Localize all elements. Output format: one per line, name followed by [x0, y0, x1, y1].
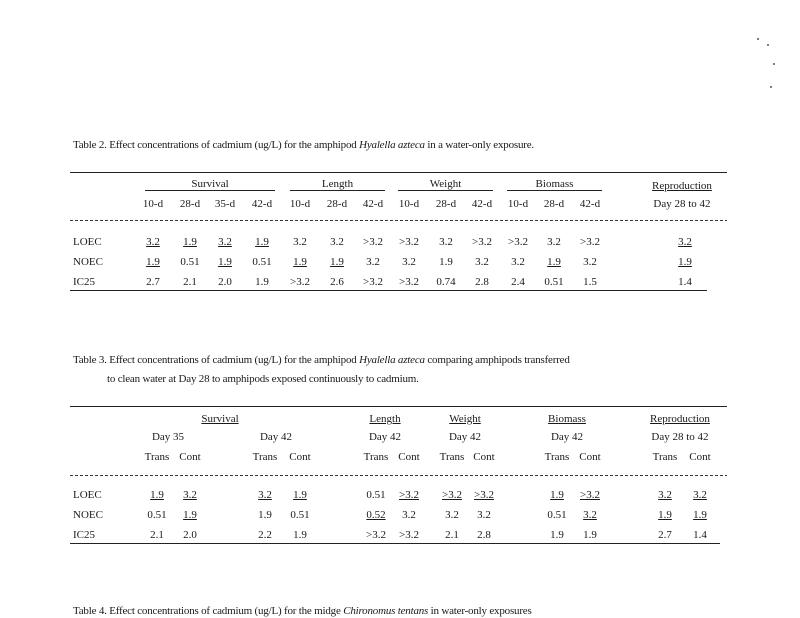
- table-2-header-rule: [70, 220, 727, 221]
- table-3-col-header: Cont: [579, 451, 601, 463]
- table-3-cell: 1.9: [658, 509, 672, 521]
- table-2-cell: 3.2: [330, 236, 344, 248]
- table-2-cell: >3.2: [399, 236, 419, 248]
- table-2-cell: >3.2: [399, 276, 419, 288]
- table-2-group-survival: Survival: [145, 178, 275, 191]
- table-2-group-weight: Weight: [398, 178, 493, 191]
- table-3-cell: 1.9: [293, 489, 307, 501]
- table-2-col-header: 28-d: [543, 198, 565, 210]
- table-2-cell: 1.9: [330, 256, 344, 268]
- table-2-cell: 3.2: [583, 256, 597, 268]
- table-3-cell: 2.1: [445, 529, 459, 541]
- table-3-cell: 3.2: [658, 489, 672, 501]
- table-3-cell: 2.7: [658, 529, 672, 541]
- table-3-cell: 3.2: [445, 509, 459, 521]
- table-3-col-header: Trans: [544, 451, 570, 463]
- table-2-cell: 3.2: [293, 236, 307, 248]
- table-2-col-header: 28-d: [326, 198, 348, 210]
- table-2-cell: 2.0: [218, 276, 232, 288]
- scan-speck: [767, 44, 769, 46]
- table-2-reproduction-sub: Day 28 to 42: [653, 198, 711, 210]
- table-3-cell: >3.2: [366, 529, 386, 541]
- table-2-cell: 3.2: [547, 236, 561, 248]
- scan-speck: [757, 38, 759, 40]
- table-3-cell: >3.2: [442, 489, 462, 501]
- table-3-cell: 0.51: [290, 509, 310, 521]
- table-3-cell: 2.8: [477, 529, 491, 541]
- table-3-group-length: Length: [369, 413, 401, 425]
- table-4-caption: Table 4. Effect concentrations of cadmium (ug/L) for the midge Chironomus tentans in water-only exposures: [73, 605, 532, 617]
- table-3-row-label-loec: LOEC: [73, 489, 102, 501]
- table-2-cell: 2.6: [330, 276, 344, 288]
- table-2-col-header: 42-d: [362, 198, 384, 210]
- table-2-cell: 3.2: [439, 236, 453, 248]
- table-3-col-header: Trans: [252, 451, 278, 463]
- table-3-caption-line-2: to clean water at Day 28 to amphipods exposed continuously to cadmium.: [107, 373, 419, 385]
- table-3-row-label-noec: NOEC: [73, 509, 103, 521]
- table-2-col-header: 42-d: [471, 198, 493, 210]
- table-2-cell: 1.4: [678, 276, 692, 288]
- table-2-cell: 1.9: [183, 236, 197, 248]
- table-3-col-header: Trans: [439, 451, 465, 463]
- table-2-cell: 2.1: [183, 276, 197, 288]
- table-3-cell: 3.2: [258, 489, 272, 501]
- table-3-day-header: Day 35: [151, 431, 185, 443]
- table-3-bottom-rule: [70, 543, 720, 544]
- table-2-row-label-ic25: IC25: [73, 276, 95, 288]
- table-2-cell: 1.5: [583, 276, 597, 288]
- table-3-cell: 2.1: [150, 529, 164, 541]
- table-3-cell: 1.9: [583, 529, 597, 541]
- table-3-cell: 3.2: [183, 489, 197, 501]
- table-2-col-header: 10-d: [507, 198, 529, 210]
- table-3-day-header: Day 28 to 42: [651, 431, 709, 443]
- table-2-cell: 3.2: [366, 256, 380, 268]
- table-3-group-weight: Weight: [449, 413, 481, 425]
- table-3-cell: 1.9: [258, 509, 272, 521]
- table-2-col-header: 10-d: [289, 198, 311, 210]
- table-2-row-label-noec: NOEC: [73, 256, 103, 268]
- table-3-cell: >3.2: [399, 489, 419, 501]
- scan-speck: [773, 63, 775, 65]
- table-3-cell: 0.51: [547, 509, 567, 521]
- table-2-col-header: 10-d: [142, 198, 164, 210]
- table-3-day-header: Day 42: [550, 431, 584, 443]
- table-2-cell: 2.4: [511, 276, 525, 288]
- table-2-cell: >3.2: [580, 236, 600, 248]
- table-2-cell: 1.9: [218, 256, 232, 268]
- table-2-cell: 0.51: [180, 256, 200, 268]
- table-3-day-header: Day 42: [259, 431, 293, 443]
- table-3-col-header: Cont: [289, 451, 311, 463]
- table-3-cell: 0.51: [147, 509, 167, 521]
- table-3-top-rule: [70, 406, 727, 407]
- table-3-cell: >3.2: [580, 489, 600, 501]
- table-2-cell: 3.2: [678, 236, 692, 248]
- table-2-cell: 1.9: [255, 276, 269, 288]
- table-2-col-header: 28-d: [179, 198, 201, 210]
- table-3-col-header: Cont: [179, 451, 201, 463]
- table-3-cell: >3.2: [399, 529, 419, 541]
- table-2-col-header: 42-d: [251, 198, 273, 210]
- table-3-cell: 1.4: [693, 529, 707, 541]
- table-3-row-label-ic25: IC25: [73, 529, 95, 541]
- table-3-cell: 1.9: [183, 509, 197, 521]
- table-2-cell: 1.9: [255, 236, 269, 248]
- table-3-cell: 0.52: [366, 509, 386, 521]
- table-2-cell: 3.2: [511, 256, 525, 268]
- table-3-cell: 2.0: [183, 529, 197, 541]
- table-2-cell: 0.74: [436, 276, 456, 288]
- table-2-cell: >3.2: [363, 236, 383, 248]
- table-3-cell: 1.9: [550, 529, 564, 541]
- scan-speck: [770, 86, 772, 88]
- table-3-caption-line-1: Table 3. Effect concentrations of cadmium (ug/L) for the amphipod Hyalella azteca comparing amphipods transferred: [73, 354, 570, 366]
- table-3-col-header: Cont: [473, 451, 495, 463]
- table-3-day-header: Day 42: [368, 431, 402, 443]
- table-2-bottom-rule: [70, 290, 707, 291]
- table-2-col-header: 28-d: [435, 198, 457, 210]
- table-2-cell: >3.2: [508, 236, 528, 248]
- table-2-group-length: Length: [290, 178, 385, 191]
- table-2-row-label-loec: LOEC: [73, 236, 102, 248]
- table-2-cell: 3.2: [402, 256, 416, 268]
- table-2-cell: 0.51: [252, 256, 272, 268]
- table-2-cell: 1.9: [547, 256, 561, 268]
- table-3-group-biomass: Biomass: [548, 413, 586, 425]
- table-2-cell: 1.9: [146, 256, 160, 268]
- table-2-group-reproduction: Reproduction: [652, 180, 712, 192]
- table-2-cell: 3.2: [218, 236, 232, 248]
- table-2-cell: 3.2: [475, 256, 489, 268]
- table-3-group-reproduction: Reproduction: [650, 413, 710, 425]
- table-2-cell: 0.51: [544, 276, 564, 288]
- table-2-col-header: 10-d: [398, 198, 420, 210]
- table-2-col-header: 42-d: [579, 198, 601, 210]
- table-3-cell: 3.2: [402, 509, 416, 521]
- table-2-cell: 1.9: [293, 256, 307, 268]
- table-3-cell: 3.2: [583, 509, 597, 521]
- table-2-cell: 3.2: [146, 236, 160, 248]
- table-2-group-biomass: Biomass: [507, 178, 602, 191]
- table-2-cell: 2.7: [146, 276, 160, 288]
- table-2-cell: 1.9: [439, 256, 453, 268]
- table-3-cell: >3.2: [474, 489, 494, 501]
- table-2-cell: >3.2: [290, 276, 310, 288]
- table-3-cell: 3.2: [693, 489, 707, 501]
- table-2-cell: >3.2: [363, 276, 383, 288]
- table-3-col-header: Cont: [398, 451, 420, 463]
- table-2-caption: Table 2. Effect concentrations of cadmium (ug/L) for the amphipod Hyalella azteca in a water-only exposure.: [73, 139, 534, 151]
- table-2-top-rule: [70, 172, 727, 173]
- table-3-col-header: Cont: [689, 451, 711, 463]
- table-3-day-header: Day 42: [448, 431, 482, 443]
- table-3-header-rule: [70, 475, 727, 476]
- table-3-cell: 1.9: [693, 509, 707, 521]
- table-3-cell: 1.9: [550, 489, 564, 501]
- table-2-cell: 2.8: [475, 276, 489, 288]
- table-3-cell: 1.9: [293, 529, 307, 541]
- table-3-cell: 3.2: [477, 509, 491, 521]
- table-3-group-survival: Survival: [201, 413, 239, 425]
- table-3-col-header: Trans: [652, 451, 678, 463]
- table-3-cell: 1.9: [150, 489, 164, 501]
- table-2-cell: >3.2: [472, 236, 492, 248]
- table-3-col-header: Trans: [144, 451, 170, 463]
- table-3-cell: 0.51: [366, 489, 386, 501]
- table-2-cell: 1.9: [678, 256, 692, 268]
- table-3-col-header: Trans: [363, 451, 389, 463]
- table-2-col-header: 35-d: [214, 198, 236, 210]
- table-3-cell: 2.2: [258, 529, 272, 541]
